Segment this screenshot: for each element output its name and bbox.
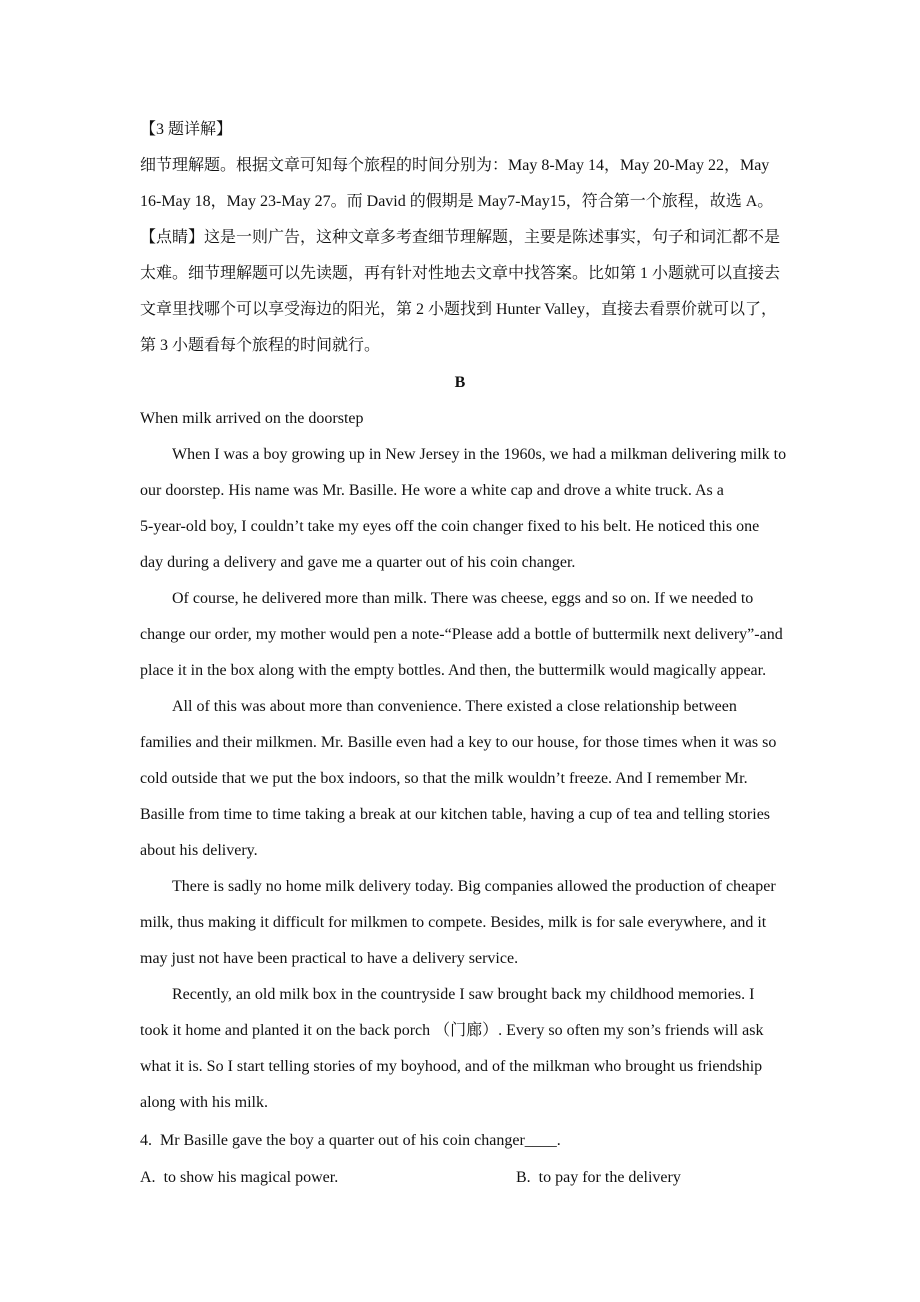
passage-line: There is sadly no home milk delivery today. Big companies allowed the production of cheaper bbox=[172, 878, 776, 895]
analysis-line: 细节理解题。根据文章可知每个旅程的时间分别为：May 8-May 14，May 20-May 22，May bbox=[140, 157, 770, 174]
passage-line: along with his milk. bbox=[140, 1094, 268, 1111]
question-stem: Mr Basille gave the boy a quarter out of his coin changer____. bbox=[160, 1132, 561, 1149]
passage-line: may just not have been practical to have a delivery service. bbox=[140, 950, 519, 967]
question-4 bbox=[140, 1131, 561, 1151]
question-number: 4. bbox=[140, 1132, 152, 1149]
analysis-heading: 【3 题详解】 bbox=[140, 121, 233, 138]
passage-line: 5-year-old boy, I couldn’t take my eyes off the coin changer fixed to his belt. He noticed this one bbox=[140, 518, 760, 535]
passage-line: what it is. So I start telling stories of my boyhood, and of the milkman who brought us friendship bbox=[140, 1058, 763, 1075]
tip-line: 【点睛】这是一则广告，这种文章多考查细节理解题，主要是陈述事实，句子和词汇都不是 bbox=[140, 229, 781, 246]
analysis-line: 16-May 18，May 23-May 27。而 David 的假期是 May7-May15，符合第一个旅程，故选 A。 bbox=[140, 193, 774, 210]
tip-line: 第 3 小题看每个旅程的时间就行。 bbox=[140, 337, 381, 354]
passage-line: Basille from time to time taking a break at our kitchen table, having a cup of tea and telling stories bbox=[140, 806, 771, 823]
passage-line: took it home and planted it on the back porch （门廊）. Every so often my son’s friends will ask bbox=[140, 1022, 764, 1039]
passage-line: day during a delivery and gave me a quarter out of his coin changer. bbox=[140, 554, 576, 571]
option-letter: B. bbox=[516, 1169, 531, 1186]
passage-line: our doorstep. His name was Mr. Basille. He wore a white cap and drove a white truck. As a bbox=[140, 482, 724, 499]
section-label: B bbox=[454, 374, 466, 391]
passage-line: All of this was about more than convenience. There existed a close relationship between bbox=[172, 698, 737, 715]
tip-line: 太难。细节理解题可以先读题，再有针对性地去文章中找答案。比如第 1 小题就可以直接去 bbox=[140, 265, 781, 282]
option-letter: A. bbox=[140, 1169, 156, 1186]
option-text: to pay for the delivery bbox=[538, 1169, 681, 1186]
passage-line: When I was a boy growing up in New Jersey in the 1960s, we had a milkman delivering milk to bbox=[172, 446, 787, 463]
passage-line: change our order, my mother would pen a note-“Please add a bottle of buttermilk next delivery”-and bbox=[140, 626, 783, 643]
passage-line: Recently, an old milk box in the countryside I saw brought back my childhood memories. I bbox=[172, 986, 755, 1003]
option-b bbox=[516, 1168, 681, 1188]
passage-line: milk, thus making it difficult for milkmen to compete. Besides, milk is for sale everywhere, and it bbox=[140, 914, 767, 931]
passage-title: When milk arrived on the doorstep bbox=[140, 410, 364, 427]
tip-line: 文章里找哪个可以享受海边的阳光，第 2 小题找到 Hunter Valley，直接去看票价就可以了， bbox=[140, 301, 778, 318]
passage-line: families and their milkmen. Mr. Basille even had a key to our house, for those times when it was so bbox=[140, 734, 777, 751]
passage-line: cold outside that we put the box indoors, so that the milk wouldn’t freeze. And I remember Mr. bbox=[140, 770, 748, 787]
option-a bbox=[140, 1168, 338, 1188]
passage-line: Of course, he delivered more than milk. There was cheese, eggs and so on. If we needed to bbox=[172, 590, 754, 607]
option-text: to show his magical power. bbox=[163, 1169, 339, 1186]
passage-line: about his delivery. bbox=[140, 842, 258, 859]
passage-line: place it in the box along with the empty bottles. And then, the buttermilk would magically appear. bbox=[140, 662, 767, 679]
